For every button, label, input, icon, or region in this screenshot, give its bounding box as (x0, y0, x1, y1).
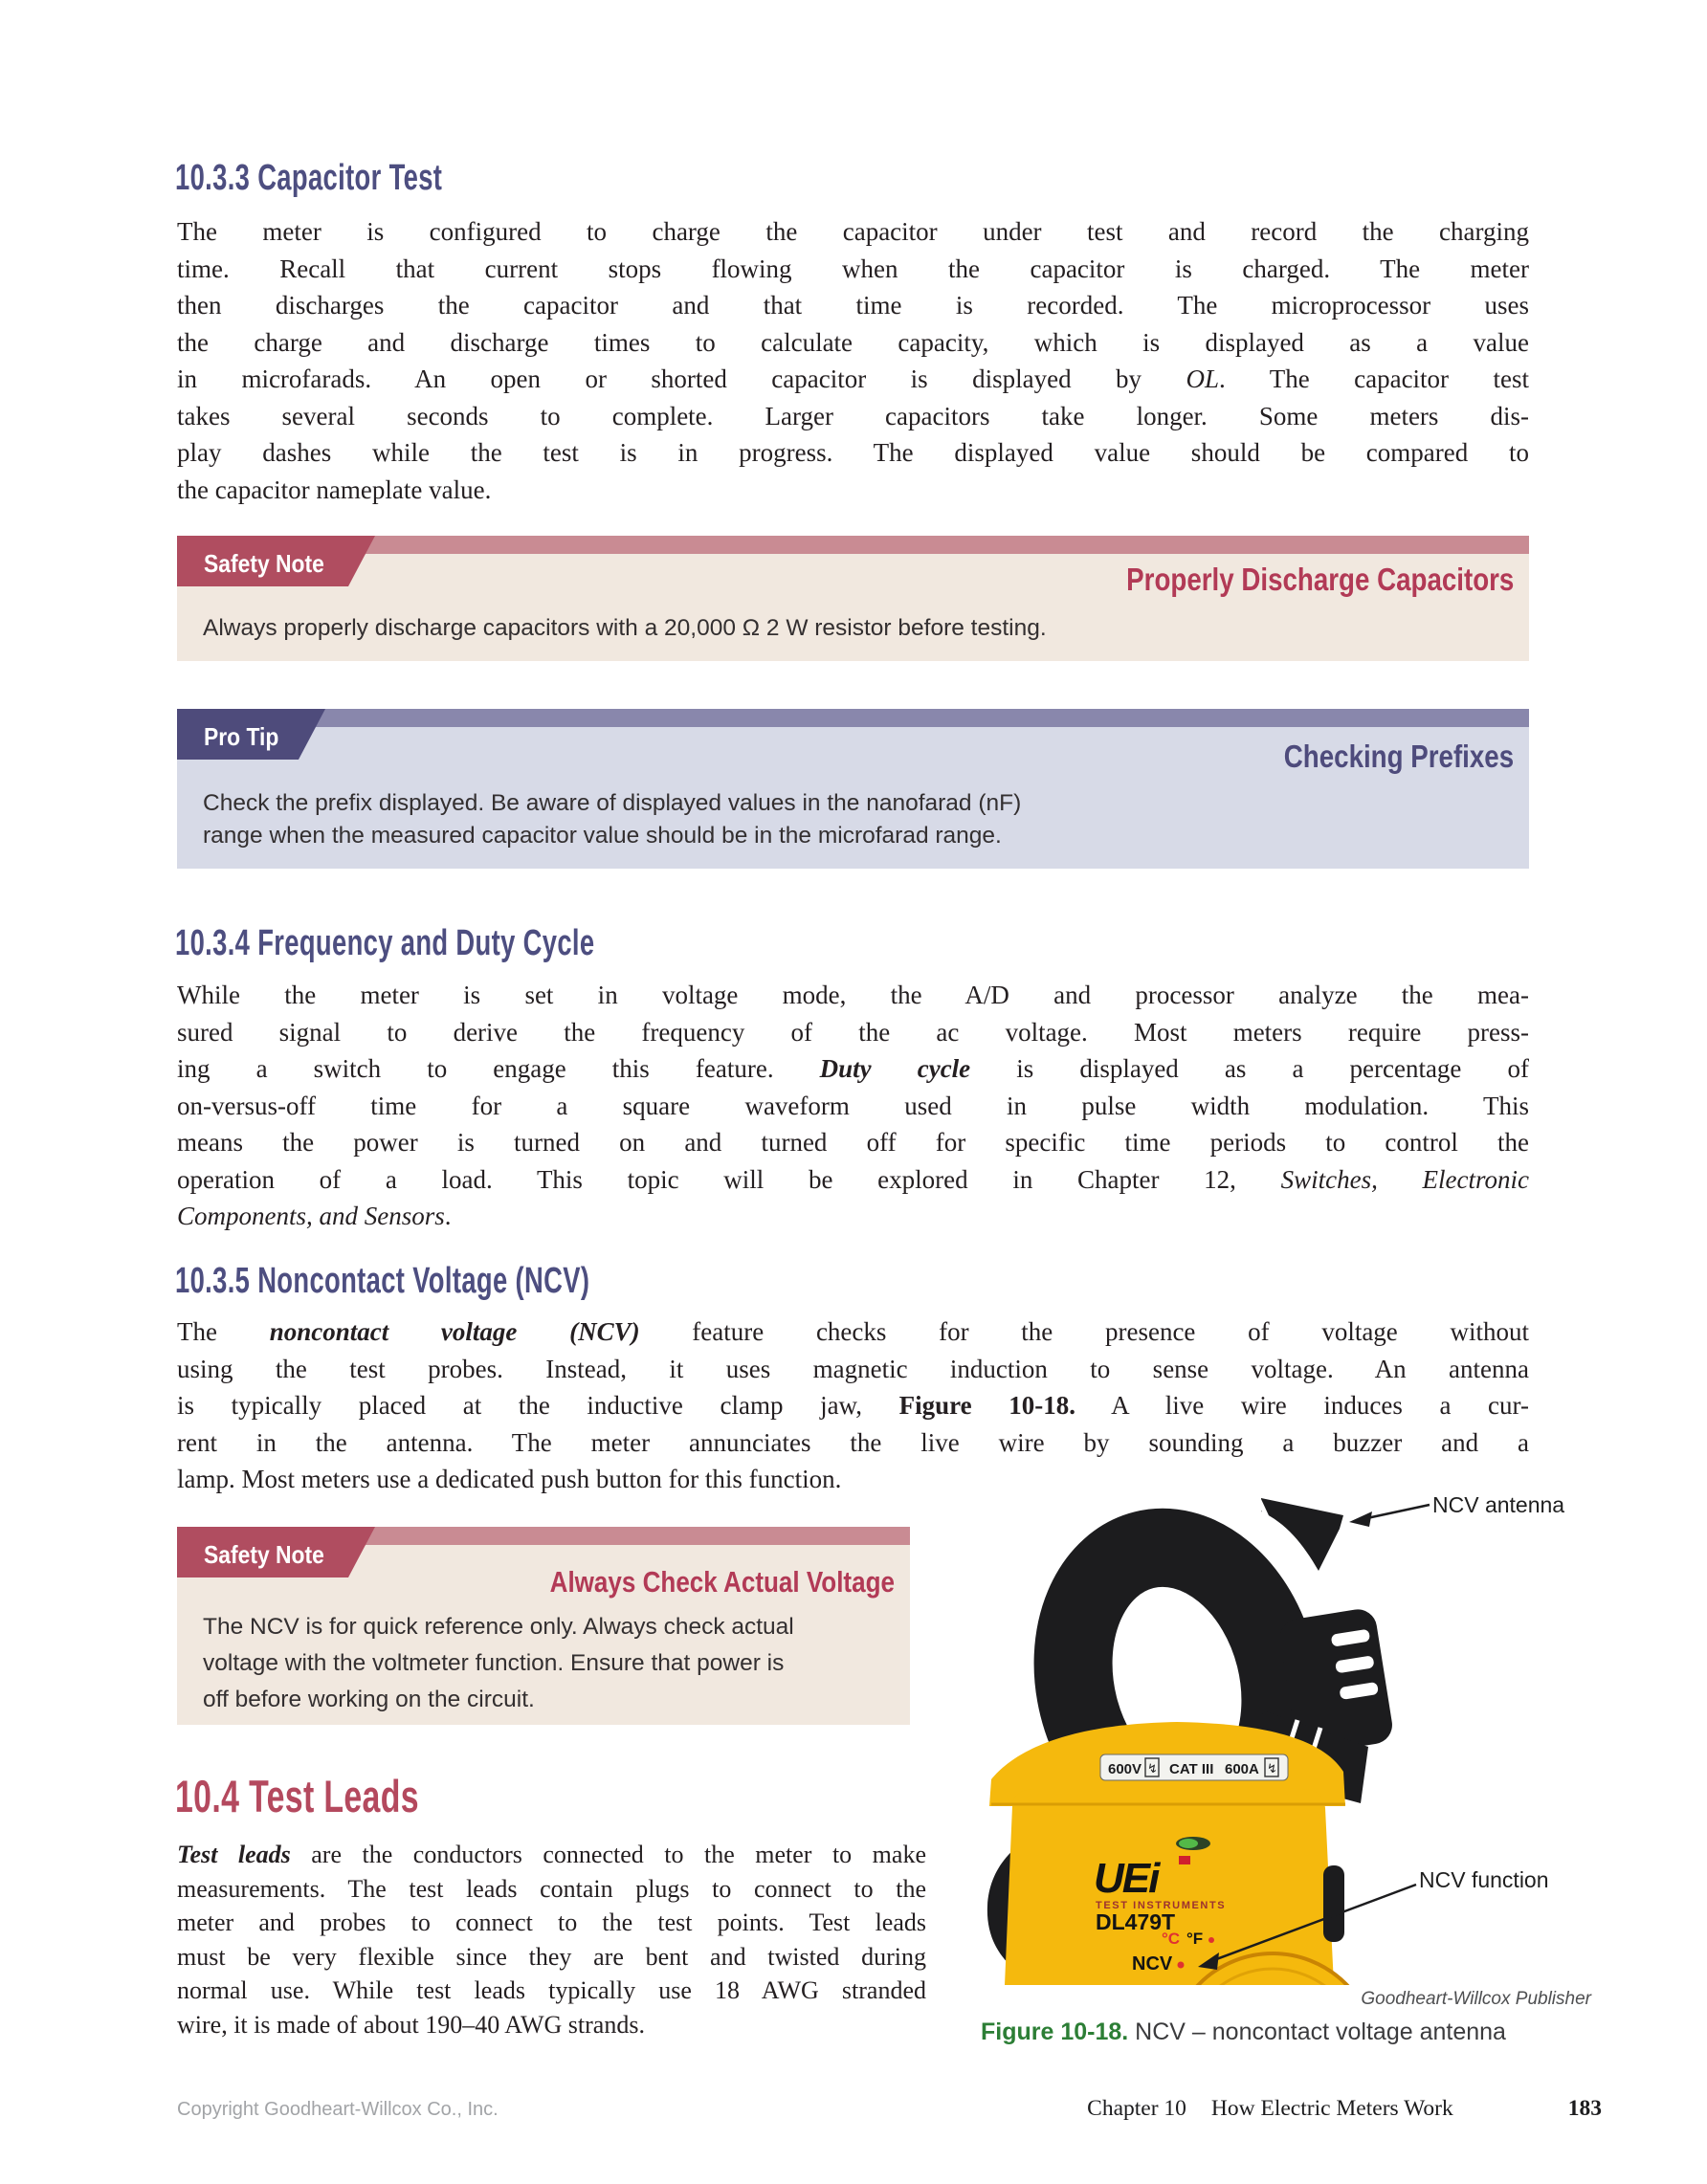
text-segment: lamp. Most meters use a dedicated push button for this function. (177, 1465, 842, 1493)
text-segment: then discharges the capacitor and that time is recorded. The microprocessor uses (177, 291, 1529, 320)
section-heading-10-4: 10.4 Test Leads (175, 1771, 419, 1821)
temp-f-marking: °F (1186, 1930, 1204, 1948)
text-segment: range when the measured capacitor value should be in the microfarad range. (203, 823, 1002, 849)
bolt-icon: ↯ (1147, 1762, 1158, 1776)
text-segment: . The capacitor test (1219, 364, 1529, 393)
safety-note-title: Properly Discharge Capacitors (1125, 562, 1514, 597)
ncv-function-label: NCV function (1419, 1867, 1549, 1892)
figure-caption-text: NCV – noncontact voltage antenna (1128, 2019, 1506, 2045)
text-segment: the capacitor nameplate value. (177, 474, 492, 504)
safety-note-body (203, 612, 1510, 645)
text-segment: operation of a load. This topic will be explored in Chapter 12, (177, 1164, 1281, 1194)
text-segment: on-versus-off time for a square waveform used in pulse width modulation. This (177, 1091, 1529, 1120)
text-segment: meter and probes to connect to the test points. Test leads (177, 1908, 926, 1936)
text-segment: takes several seconds to complete. Larger capacitors take longer. Some meters dis- (177, 401, 1529, 430)
text-segment: means the power is turned on and turned off for specific time periods to control the (177, 1128, 1529, 1157)
text-segment: The NCV is for quick reference only. Always check actual (203, 1614, 794, 1640)
paragraph-frequency-duty-cycle (177, 977, 1529, 1235)
ncv-marking: NCV (1132, 1953, 1173, 1974)
text-segment: A live wire induces a cur- (1075, 1391, 1529, 1420)
text-segment: using the test probes. Instead, it uses magnetic induction to sense voltage. An antenna (177, 1354, 1529, 1383)
running-footer (957, 2096, 1602, 2122)
antenna-arrow (1349, 1505, 1430, 1527)
pro-tip-body (203, 787, 1510, 852)
text-segment: OL (1186, 364, 1219, 393)
text-segment: sured signal to derive the frequency of the ac voltage. Most meters require press- (177, 1017, 1529, 1047)
text-segment: play dashes while the test is in progress. The displayed value should be compared to (177, 438, 1529, 467)
text-segment: normal use. While test leads typically use 18 AWG stranded (177, 1976, 926, 2004)
text-segment: Check the prefix displayed. Be aware of displayed values in the nanofarad (nF) (203, 790, 1022, 816)
led-indicator (1176, 1837, 1210, 1850)
safety-note-box-actual-voltage (177, 1527, 910, 1725)
text-segment: Figure 10-18. (898, 1391, 1075, 1420)
footer-page-number: 183 (1567, 2096, 1602, 2121)
text-segment: voltage with the voltmeter function. Ensure that power is (203, 1650, 785, 1676)
rating-cat: CAT III (1169, 1761, 1214, 1777)
photo-attribution: Goodheart-Willcox Publisher (1361, 1989, 1591, 2009)
safety-note-tab-label: Safety Note (204, 1540, 324, 1569)
pro-tip-box-prefixes (177, 709, 1529, 869)
text-segment: While the meter is set in voltage mode, the A/D and processor analyze the mea- (177, 981, 1529, 1009)
safety-note-box-discharge (177, 536, 1529, 661)
footer-book-title: How Electric Meters Work (1210, 2096, 1453, 2121)
ncv-antenna-label: NCV antenna (1432, 1492, 1565, 1517)
side-button (1323, 1865, 1344, 1942)
paragraph-test-leads (177, 1838, 926, 2041)
callout-top-strip (177, 709, 1529, 727)
text-segment: The (177, 1317, 270, 1346)
copyright-notice: Copyright Goodheart-Willcox Co., Inc. (177, 2099, 499, 2120)
text-segment: in microfarads. An open or shorted capacitor is displayed by (177, 364, 1186, 393)
temp-c-marking: °C (1162, 1930, 1181, 1948)
text-segment: measurements. The test leads contain plugs to connect to the (177, 1874, 926, 1903)
clamp-meter-photo (957, 1473, 1627, 1985)
text-segment: is displayed as a percentage of (970, 1054, 1529, 1083)
text-segment: wire, it is made of about 190–40 AWG strands. (177, 2010, 645, 2039)
text-segment: Test leads (177, 1841, 291, 1868)
rating-current: 600A (1225, 1761, 1259, 1777)
figure-caption-label: Figure 10-18. (981, 2019, 1129, 2045)
text-segment: time. Recall that current stops flowing when the capacitor is charged. The meter (177, 254, 1529, 283)
text-segment: Always properly discharge capacitors with a 20,000 Ω 2 W resistor before testing. (203, 615, 1047, 641)
rating-voltage: 600V (1108, 1761, 1142, 1777)
paragraph-capacitor-test (177, 213, 1529, 508)
text-segment: must be very flexible since they are bent and twisted during (177, 1942, 926, 1971)
text-segment: Switches, Electronic (1280, 1164, 1529, 1194)
text-segment: . (444, 1202, 452, 1230)
section-heading-10-3-5: 10.3.5 Noncontact Voltage (NCV) (175, 1261, 590, 1301)
safety-note-title: Always Check Actual Voltage (549, 1565, 895, 1599)
text-segment: the charge and discharge times to calculate capacity, which is displayed as a value (177, 327, 1529, 357)
pro-tip-tab-label: Pro Tip (204, 722, 279, 751)
callout-top-strip (177, 536, 1529, 554)
section-heading-10-3-4: 10.3.4 Frequency and Duty Cycle (175, 923, 595, 963)
text-segment: The meter is configured to charge the capacitor under test and record the charging (177, 217, 1529, 246)
section-heading-10-3-3: 10.3.3 Capacitor Test (175, 158, 443, 198)
model-text: DL479T (1096, 1909, 1176, 1934)
text-segment: ing a switch to engage this feature. (177, 1054, 820, 1083)
text-segment: Components, and Sensors (177, 1202, 445, 1230)
text-segment: feature checks for the presence of voltage without (639, 1317, 1529, 1346)
text-segment: off before working on the circuit. (203, 1687, 535, 1712)
pro-tip-title: Checking Prefixes (1283, 739, 1514, 774)
footer-chapter: Chapter 10 (1087, 2096, 1186, 2121)
text-segment: Duty cycle (819, 1054, 971, 1083)
safety-note-tab-label: Safety Note (204, 549, 324, 578)
paragraph-noncontact-voltage (177, 1313, 1529, 1498)
brand-subtitle: TEST INSTRUMENTS (1096, 1900, 1227, 1911)
brand-logo: UEi (1094, 1855, 1159, 1902)
safety-note-body (203, 1609, 891, 1718)
figure-caption (981, 2019, 1506, 2046)
text-segment: is typically placed at the inductive clamp jaw, (177, 1391, 899, 1420)
bolt-icon: ↯ (1267, 1762, 1277, 1776)
text-segment: noncontact voltage (NCV) (269, 1317, 640, 1346)
text-segment: are the conductors connected to the meter to make (290, 1841, 926, 1868)
text-segment: rent in the antenna. The meter annunciates the live wire by sounding a buzzer and a (177, 1427, 1529, 1457)
